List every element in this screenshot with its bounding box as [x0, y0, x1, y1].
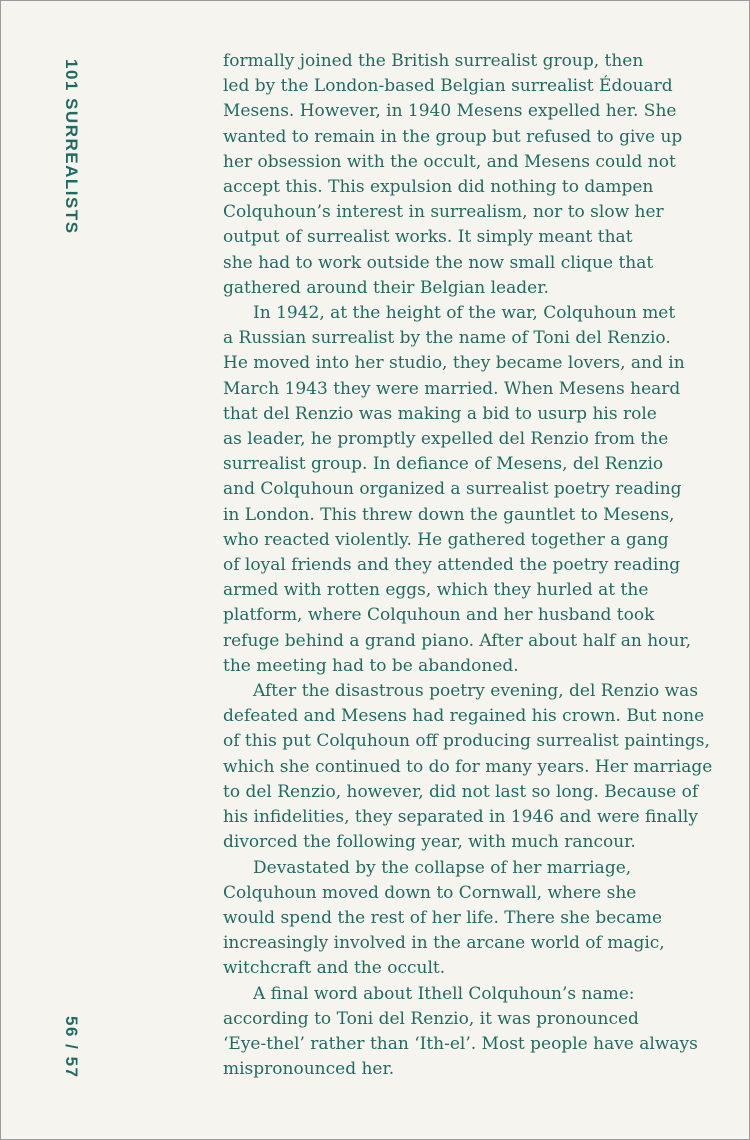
paragraph [223, 301, 701, 679]
text-line: surrealist group. In defiance of Mesens, del Renzio [223, 454, 664, 475]
text-line: to del Renzio, however, did not last so long. Because of [223, 781, 699, 802]
text-line: Devastated by the collapse of her marriage, [253, 857, 632, 878]
text-line: In 1942, at the height of the war, Colquhoun met [253, 303, 676, 324]
text-line: the meeting had to be abandoned. [223, 655, 519, 676]
text-line: according to Toni del Renzio, it was pronounced [223, 1008, 639, 1029]
text-line: in London. This threw down the gauntlet to Mesens, [223, 504, 675, 525]
text-line: wanted to remain in the group but refused to give up [223, 126, 683, 147]
text-line: He moved into her studio, they became lovers, and in [223, 353, 685, 374]
body-text [223, 49, 713, 1082]
text-line: platform, where Colquhoun and her husband took [223, 605, 655, 626]
text-line: a Russian surrealist by the name of Toni del Renzio. [223, 328, 671, 349]
running-title: 101 SURREALISTS [62, 59, 81, 235]
page-number: 56 / 57 [62, 1016, 81, 1079]
paragraph [223, 856, 701, 982]
text-line: accept this. This expulsion did nothing to dampen [223, 177, 654, 198]
text-line: output of surrealist works. It simply meant that [223, 227, 633, 248]
text-line: divorced the following year, with much rancour. [223, 832, 636, 853]
text-line: of this put Colquhoun off producing surrealist paintings, [223, 731, 710, 752]
paragraph [223, 982, 701, 1083]
text-line: of loyal friends and they attended the poetry reading [223, 555, 681, 576]
text-line: gathered around their Belgian leader. [223, 277, 549, 298]
text-line: witchcraft and the occult. [223, 958, 446, 979]
text-line: A final word about Ithell Colquhoun’s name: [253, 983, 635, 1004]
text-line: his infidelities, they separated in 1946 and were finally [223, 807, 698, 828]
paragraph [223, 679, 713, 855]
text-line: would spend the rest of her life. There she became [223, 907, 663, 928]
text-line: armed with rotten eggs, which they hurled at the [223, 580, 649, 601]
text-line: led by the London-based Belgian surrealist Édouard [223, 76, 673, 97]
text-line: formally joined the British surrealist group, then [223, 51, 644, 71]
text-line: increasingly involved in the arcane world of magic, [223, 933, 665, 954]
text-line: who reacted violently. He gathered together a gang [223, 529, 669, 550]
text-line: mispronounced her. [223, 1059, 395, 1080]
text-line: After the disastrous poetry evening, del Renzio was [253, 681, 699, 702]
paragraph [223, 49, 701, 301]
text-line: she had to work outside the now small clique that [223, 252, 654, 273]
text-line: Colquhoun’s interest in surrealism, nor to slow her [223, 202, 664, 223]
text-line: as leader, he promptly expelled del Renzio from the [223, 429, 669, 450]
text-line: and Colquhoun organized a surrealist poetry reading [223, 479, 682, 500]
text-line: which she continued to do for many years. Her marriage [223, 756, 713, 777]
text-line: Mesens. However, in 1940 Mesens expelled her. She [223, 101, 677, 122]
text-line: Colquhoun moved down to Cornwall, where she [223, 882, 637, 903]
text-line: defeated and Mesens had regained his crown. But none [223, 706, 705, 727]
text-line: that del Renzio was making a bid to usurp his role [223, 403, 657, 424]
text-line: her obsession with the occult, and Mesens could not [223, 151, 676, 172]
text-line: refuge behind a grand piano. After about half an hour, [223, 630, 692, 651]
text-line: March 1943 they were married. When Mesens heard [223, 378, 681, 399]
text-line: ‘Eye-thel’ rather than ‘Ith-el’. Most people have always [223, 1033, 698, 1054]
